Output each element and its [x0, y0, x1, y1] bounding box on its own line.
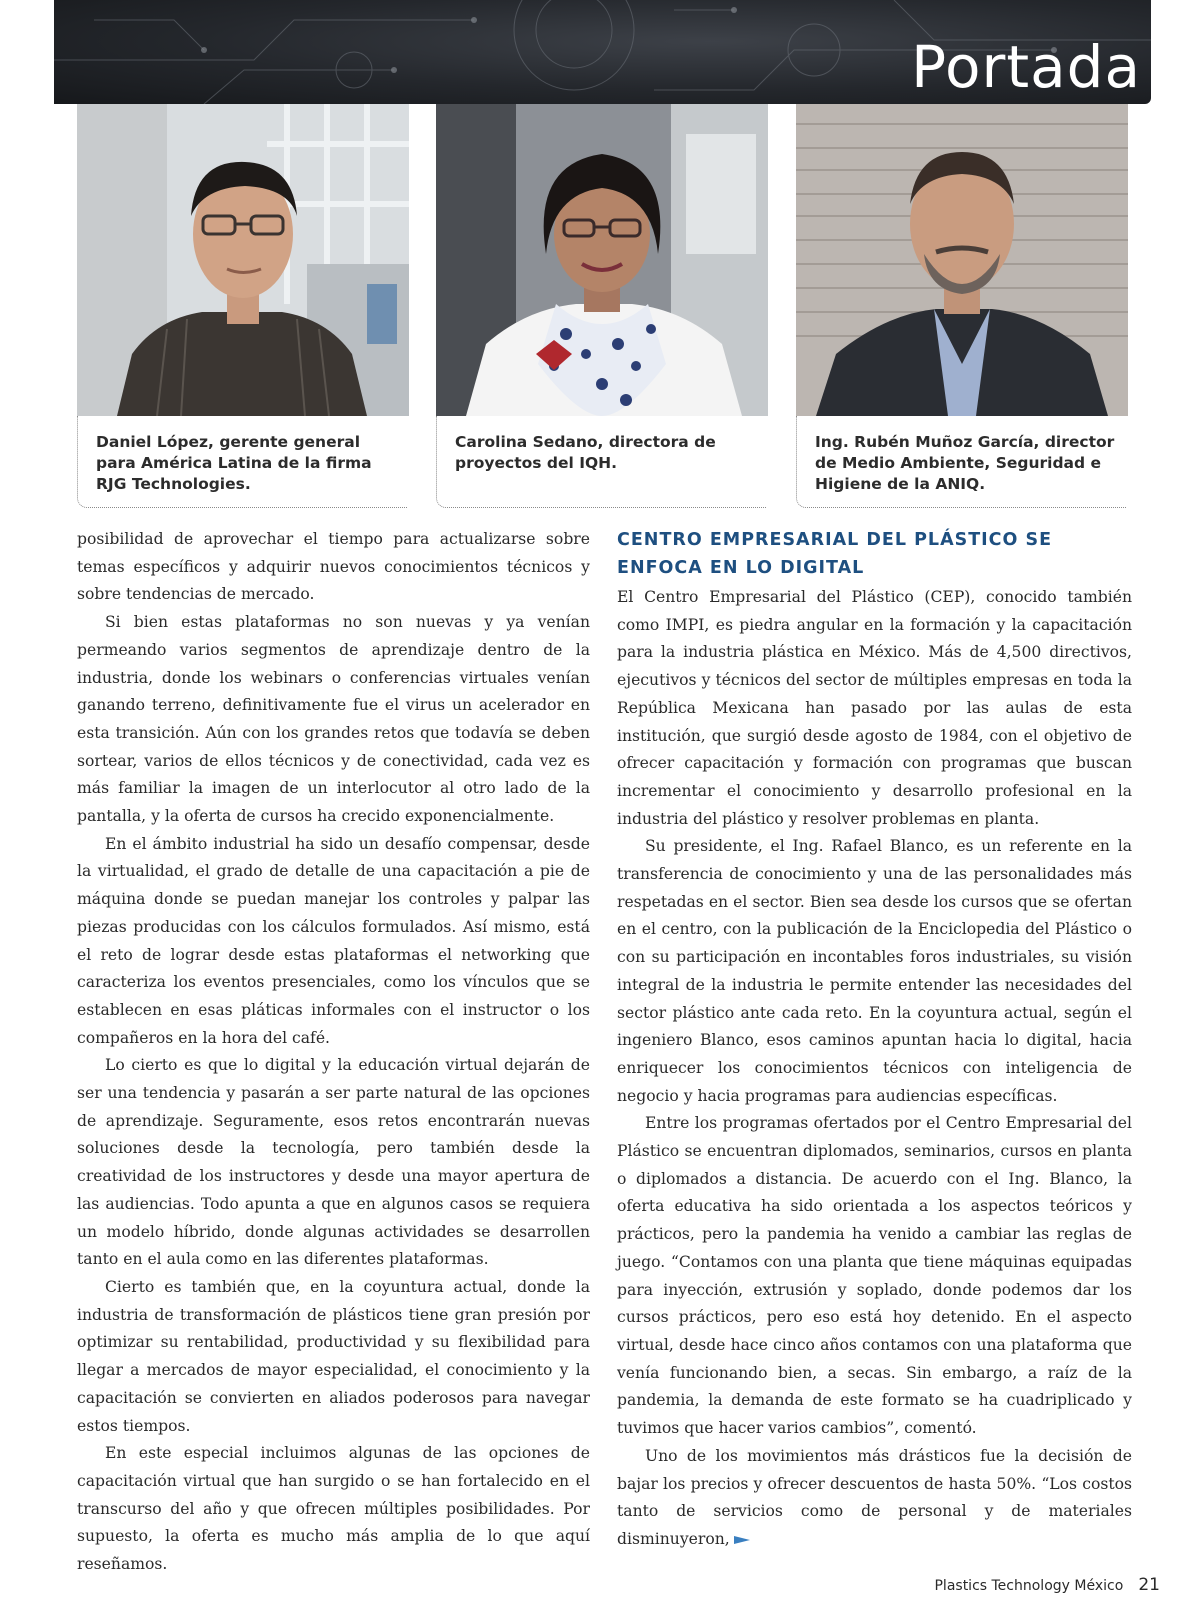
right-paragraph-4: [617, 1443, 1132, 1554]
magazine-name: Plastics Technology México: [934, 1578, 1124, 1594]
photo-card-2: [436, 104, 768, 510]
portrait-photo-3: [796, 104, 1128, 416]
left-paragraph-2: Si bien estas plataformas no son nuevas y ya venían permeando varios segmentos de aprendizaje dentro de la industria, donde los webinars o conferencias virtuales venían ganando terreno, definitivamente fue el virus un acelerador en esta transición. Aún con los grandes retos que todavía se deben sortear, varios de ellos técnicos y de conectividad, cada vez es más familiar la imagen de un interlocutor al otro lado de la pantalla, y la oferta de cursos ha crecido exponencialmente.: [77, 613, 590, 826]
article-subhead: CENTRO EMPRESARIAL DEL PLÁSTICO SE ENFOCA EN LO DIGITAL: [617, 530, 1053, 578]
continue-arrow-icon: [734, 1536, 750, 1544]
left-paragraph-5: Cierto es también que, en la coyuntura actual, donde la industria de transformación de plásticos tiene gran presión por optimizar su rentabilidad, productividad y su flexibilidad para llegar a mercados de mayor especialidad, el conocimiento y la capacitación se convierten en aliados poderosos para navegar estos tiempos.: [77, 1277, 590, 1435]
right-paragraph-2: Su presidente, el Ing. Rafael Blanco, es un referente en la transferencia de conocimiento y una de las personalidades más respetadas en el sector. Bien sea desde los cursos que se ofertan en el centro, con la publicación de la Enciclopedia del Plástico o con su participación en incontables foros industriales, su visión integral de la industria le permite entender las necesidades del sector plástico ante cada reto. En la coyuntura actual, según el ingeniero Blanco, esos caminos apuntan hacia lo digital, hacia enriquecer los conocimientos técnicos con inteligencia de negocio y hacia programas para audiencias específicas.: [617, 837, 1132, 1105]
photo-caption-1: Daniel López, gerente general para América Latina de la firma RJG Technologies.: [96, 433, 372, 493]
left-column: [77, 526, 590, 1579]
caption-box-2: [436, 416, 766, 508]
left-paragraph-6: En este especial incluimos algunas de las opciones de capacitación virtual que han surgido o se han fortalecido en el transcurso del año y que ofrecen múltiples posibilidades. Por supuesto, la oferta es mucho más amplia de lo que aquí reseñamos.: [77, 1444, 590, 1574]
left-paragraph-1: posibilidad de aprovechar el tiempo para actualizarse sobre temas específicos y adquirir nuevos conocimientos técnicos y sobre tendencias de mercado.: [77, 530, 590, 604]
photo-card-1: [77, 104, 409, 510]
caption-box-3: [796, 416, 1126, 508]
section-header-band: [54, 0, 1151, 104]
portrait-photo-2: [436, 104, 768, 416]
right-column: [617, 526, 1132, 1554]
right-paragraph-3: Entre los programas ofertados por el Centro Empresarial del Plástico se encuentran diplomados, seminarios, cursos en planta o diplomados a distancia. De acuerdo con el Ing. Blanco, la oferta educativa ha sido orientada a los aspectos teóricos y prácticos, pero la pandemia ha venido a cambiar las reglas de juego. “Contamos con una planta que tiene máquinas equipadas para inyección, extrusión y soplado, donde podemos dar los cursos prácticos, pero eso está hoy detenido. En el aspecto virtual, desde hace cinco años contamos con una plataforma que venía funcionando bien, a secas. Sin embargo, a raíz de la pandemia, la demanda de este formato se ha cuadriplicado y tuvimos que hacer varios cambios”, comentó.: [617, 1114, 1132, 1438]
section-title: Portada: [911, 33, 1141, 101]
left-paragraph-3: En el ámbito industrial ha sido un desafío compensar, desde la virtualidad, el grado de detalle de una capacitación a pie de máquina donde se puedan manejar los controles y palpar las piezas producidas con los cálculos formulados. Así mismo, está el reto de lograr desde estas plataformas el networking que caracteriza los eventos presenciales, como los vínculos que se establecen en esas pláticas informales con el instructor o los compañeros en la hora del café.: [77, 834, 590, 1047]
photo-caption-3: Ing. Rubén Muñoz García, director de Medio Ambiente, Seguridad e Higiene de la ANIQ.: [815, 433, 1115, 493]
photo-caption-2: Carolina Sedano, directora de proyectos del IQH.: [455, 433, 716, 472]
right-paragraph-4-text: Uno de los movimientos más drásticos fue la decisión de bajar los precios y ofrecer descuentos de hasta 50%. “Los costos tanto de servicios como de personal y de materiales disminuyeron,: [617, 1446, 1132, 1548]
page-footer: [0, 1575, 1160, 1595]
page-number: 21: [1138, 1575, 1160, 1595]
portrait-photo-1: [77, 104, 409, 416]
photo-card-3: [796, 104, 1128, 510]
caption-box-1: [77, 416, 407, 508]
right-paragraph-1: El Centro Empresarial del Plástico (CEP), conocido también como IMPI, es piedra angular en la formación y la capacitación para la industria plástica en México. Más de 4,500 directivos, ejecutivos y técnicos del sector de múltiples empresas en toda la República Mexicana han pasado por las aulas de esta institución, que surgió desde agosto de 1984, con el objetivo de ofrecer capacitación y formación con programas que buscan incrementar el conocimiento y desarrollo profesional en la industria del plástico y resolver problemas en planta.: [617, 588, 1132, 828]
left-paragraph-4: Lo cierto es que lo digital y la educación virtual dejarán de ser una tendencia y pasarán a ser parte natural de las opciones de aprendizaje. Seguramente, esos retos encontrarán nuevas soluciones desde la tecnología, pero también desde la creatividad de los instructores y desde una mayor apertura de las audiencias. Todo apunta a que en algunos casos se requiera un modelo híbrido, donde algunas actividades se desarrollen tanto en el aula como en las diferentes plataformas.: [77, 1056, 590, 1269]
